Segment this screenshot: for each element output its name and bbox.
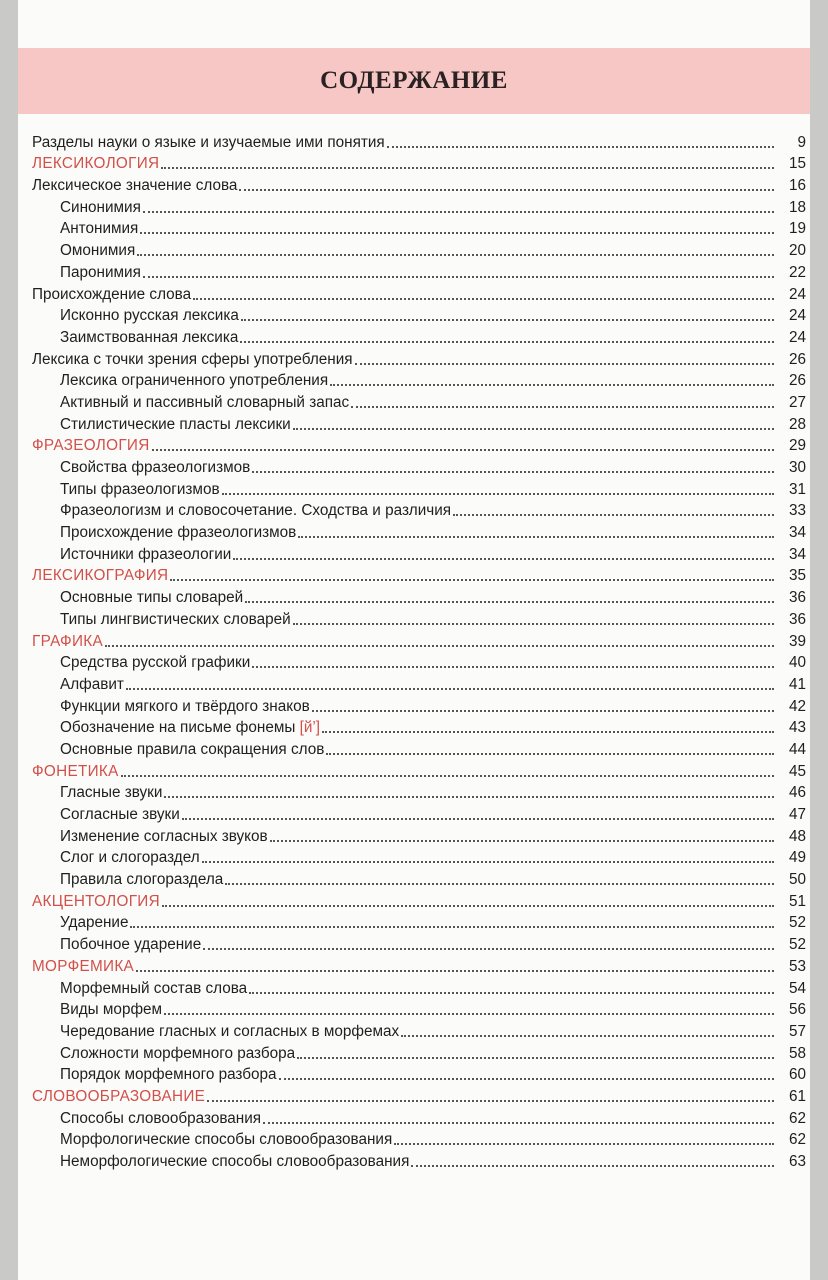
- toc-entry-label: [32, 567, 168, 585]
- dot-leader: [126, 688, 774, 690]
- dot-leader: [453, 514, 774, 516]
- toc-entry-text: Происхождение слова: [32, 285, 192, 303]
- toc-entry-label: [60, 698, 310, 716]
- toc-entry-label: [60, 242, 135, 260]
- toc-entry-text: Способы словообразования: [60, 1109, 262, 1127]
- toc-entry-label: [32, 155, 159, 173]
- toc-entry-text: Изменение согласных звуков: [60, 827, 268, 845]
- dot-leader: [170, 579, 774, 581]
- toc-page-number: 41: [788, 675, 806, 693]
- toc-entry-label: [60, 546, 231, 564]
- toc-entry-text: Виды морфем: [60, 1001, 163, 1019]
- page-title: СОДЕРЖАНИЕ: [320, 67, 508, 94]
- toc-page-number: 45: [788, 762, 806, 780]
- dot-leader: [387, 146, 774, 148]
- toc-entry-text: ЛЕКСИКОЛОГИЯ: [32, 155, 160, 173]
- toc-page-number: 56: [788, 1001, 806, 1019]
- toc-entry-label: [60, 264, 141, 282]
- toc-entry-label: [60, 1023, 399, 1041]
- toc-page-number: 26: [788, 350, 806, 368]
- dot-leader: [270, 840, 774, 842]
- toc-entry-label: [60, 1001, 162, 1019]
- toc-entry-label: [60, 828, 268, 846]
- toc-entry-label: [60, 394, 349, 412]
- toc-page-number: 16: [788, 177, 806, 195]
- toc-entry-text: Обозначение на письме фонемы: [60, 719, 296, 737]
- toc-page-number: 51: [788, 892, 806, 910]
- dot-leader: [193, 298, 774, 300]
- toc-page-number: 61: [788, 1087, 806, 1105]
- toc-entry-label: [32, 351, 353, 369]
- toc-entry-text: Морфемный состав слова: [60, 979, 248, 997]
- dot-leader: [162, 905, 774, 907]
- toc-entry: [18, 1149, 810, 1171]
- toc-entry: [18, 932, 810, 954]
- dot-leader: [252, 666, 774, 668]
- toc-entry: [18, 282, 810, 304]
- toc-page-number: 62: [788, 1109, 806, 1127]
- dot-leader: [322, 731, 774, 733]
- toc-entry: [18, 455, 810, 477]
- toc-entry: [18, 716, 810, 738]
- toc-page-number: 24: [788, 307, 806, 325]
- toc-section-heading: [18, 564, 810, 586]
- toc-entry-label: [60, 220, 138, 238]
- toc-entry-label: [60, 481, 220, 499]
- toc-entry-label: [60, 719, 320, 737]
- dot-leader: [207, 1100, 774, 1102]
- toc-entry: [18, 781, 810, 803]
- toc-entry-text: Исконно русская лексика: [60, 307, 239, 325]
- dot-leader: [240, 341, 774, 343]
- toc-page-number: 19: [788, 220, 806, 238]
- toc-entry: [18, 1128, 810, 1150]
- toc-page-number: 42: [788, 697, 806, 715]
- toc-entry-label: [32, 1088, 205, 1106]
- dot-leader: [355, 363, 774, 365]
- dot-leader: [411, 1165, 774, 1167]
- toc-entry: [18, 412, 810, 434]
- toc-page-number: 39: [788, 632, 806, 650]
- toc-entry-text: Порядок морфемного разбора: [60, 1066, 277, 1084]
- toc-entry-text: Свойства фразеологизмов: [60, 459, 251, 476]
- toc-entry-label: [60, 784, 162, 802]
- toc-entry: [18, 347, 810, 369]
- toc-entry-text: Омонимия: [60, 242, 136, 260]
- toc-entry-text: Правила слогораздела: [60, 871, 224, 889]
- toc-page-number: 24: [788, 285, 806, 303]
- toc-entry-text: Согласные звуки: [60, 806, 180, 823]
- toc-entry-text: Синонимия: [60, 198, 141, 216]
- dot-leader: [121, 775, 774, 777]
- toc-entry-label: [60, 806, 180, 824]
- toc-entry-text: Чередование гласных и согласных в морфемах: [60, 1022, 400, 1040]
- toc-page-number: 54: [788, 979, 806, 997]
- toc-entry-text: Лексика ограниченного употребления: [60, 372, 329, 390]
- toc-page-number: 48: [788, 827, 806, 845]
- dot-leader: [298, 536, 774, 538]
- dot-leader: [202, 861, 774, 863]
- toc-entry-label: [32, 437, 150, 455]
- toc-entry-text: Антонимия: [60, 220, 139, 238]
- dot-leader: [279, 1078, 774, 1080]
- dot-leader: [143, 276, 774, 278]
- toc-entry-text: Побочное ударение: [60, 936, 202, 954]
- toc-entry-label: [60, 871, 223, 889]
- toc-entry: [18, 1063, 810, 1085]
- toc-entry-text: Основные правила сокращения слов: [60, 740, 325, 758]
- dot-leader: [203, 948, 774, 950]
- toc-entry: [18, 1019, 810, 1041]
- toc-entry-text: Фразеологизм и словосочетание. Сходства и различия: [60, 502, 452, 520]
- toc-entry: [18, 130, 810, 152]
- toc-entry: [18, 520, 810, 542]
- toc-entry: [18, 867, 810, 889]
- toc-entry-label: [60, 1045, 295, 1063]
- dot-leader: [241, 319, 774, 321]
- toc-entry-label: [32, 134, 385, 152]
- dot-leader: [164, 1013, 774, 1015]
- dot-leader: [136, 970, 774, 972]
- dot-leader: [182, 818, 774, 820]
- toc-entry-text: Активный и пассивный словарный запас: [60, 393, 350, 411]
- dot-leader: [401, 1035, 774, 1037]
- toc-entry-label: [60, 524, 296, 542]
- toc-section-heading: [18, 434, 810, 456]
- toc-section-heading: [18, 759, 810, 781]
- toc-entry: [18, 260, 810, 282]
- table-of-contents: [18, 130, 810, 1171]
- toc-page-number: 60: [788, 1066, 806, 1084]
- dot-leader: [143, 211, 774, 213]
- toc-entry-text: Ударение: [60, 914, 129, 932]
- toc-entry-label: [32, 893, 160, 911]
- toc-page-number: 62: [788, 1131, 806, 1149]
- toc-page-number: 44: [788, 740, 806, 758]
- toc-page-number: 24: [788, 328, 806, 346]
- toc-entry-label: [32, 286, 191, 304]
- dot-leader: [252, 471, 774, 473]
- toc-entry-label: [60, 307, 239, 325]
- toc-entry-label: [60, 1153, 409, 1171]
- toc-entry-text: Функции мягкого и твёрдого знаков: [60, 697, 310, 715]
- dot-leader: [263, 1122, 774, 1124]
- toc-entry-label: [60, 372, 328, 390]
- dot-leader: [222, 493, 774, 495]
- toc-entry-label: [60, 980, 247, 998]
- toc-entry-label: [60, 1131, 392, 1149]
- dot-leader: [330, 384, 774, 386]
- toc-page-number: 53: [788, 957, 806, 975]
- toc-entry: [18, 802, 810, 824]
- toc-entry: [18, 672, 810, 694]
- dot-leader: [137, 254, 774, 256]
- toc-entry-text: Разделы науки о языке и изучаемые ими понятия: [32, 133, 385, 151]
- toc-entry: [18, 846, 810, 868]
- toc-entry: [18, 195, 810, 217]
- toc-entry-label: [60, 1110, 261, 1128]
- toc-entry-label: [32, 763, 119, 781]
- dot-leader: [164, 796, 774, 798]
- toc-entry: [18, 217, 810, 239]
- toc-entry-label: [60, 459, 250, 477]
- toc-page-number: 40: [788, 654, 806, 672]
- toc-entry: [18, 499, 810, 521]
- toc-page-number: 34: [788, 524, 806, 542]
- toc-entry-label: [60, 1066, 277, 1084]
- toc-entry: [18, 976, 810, 998]
- toc-entry-label: [60, 502, 451, 520]
- toc-entry-text: Стилистические пласты лексики: [60, 415, 291, 433]
- toc-entry-text: Происхождение фразеологизмов: [60, 524, 297, 542]
- toc-entry-text: Морфологические способы словообразования: [60, 1131, 393, 1149]
- toc-page-number: 46: [788, 784, 806, 802]
- toc-entry: [18, 1041, 810, 1063]
- toc-page-number: 58: [788, 1044, 806, 1062]
- toc-entry-label: [60, 416, 291, 434]
- toc-entry-text: ФОНЕТИКА: [32, 762, 119, 780]
- toc-page-number: 26: [788, 372, 806, 390]
- toc-page-number: 30: [788, 459, 806, 476]
- toc-entry: [18, 911, 810, 933]
- dot-leader: [297, 1057, 774, 1059]
- toc-entry: [18, 477, 810, 499]
- toc-page-number: 28: [788, 415, 806, 433]
- toc-entry-label: [60, 654, 250, 672]
- toc-section-heading: [18, 152, 810, 174]
- dot-leader: [105, 645, 774, 647]
- toc-section-heading: [18, 889, 810, 911]
- toc-entry-text: Типы лингвистических словарей: [60, 610, 291, 628]
- toc-entry-label: [60, 199, 141, 217]
- toc-entry: [18, 694, 810, 716]
- dot-leader: [312, 710, 774, 712]
- dot-leader: [239, 189, 774, 191]
- toc-entry-text: Сложности морфемного разбора: [60, 1044, 296, 1062]
- toc-entry-text: МОРФЕМИКА: [32, 957, 135, 975]
- toc-section-heading: [18, 629, 810, 651]
- toc-entry-label: [32, 633, 103, 651]
- toc-entry: [18, 737, 810, 759]
- toc-page-number: 57: [788, 1022, 806, 1040]
- dot-leader: [140, 232, 774, 234]
- toc-entry-text: ЛЕКСИКОГРАФИЯ: [32, 567, 169, 585]
- toc-entry-text: Заимствованная лексика: [60, 328, 239, 346]
- toc-entry-text: СЛОВООБРАЗОВАНИЕ: [32, 1087, 206, 1105]
- toc-entry-label: [32, 177, 237, 195]
- toc-entry: [18, 369, 810, 391]
- toc-entry: [18, 325, 810, 347]
- toc-page-number: 33: [788, 502, 806, 520]
- dot-leader: [293, 623, 774, 625]
- toc-entry-text: Алфавит: [60, 675, 124, 693]
- toc-entry-text: Лексика с точки зрения сферы употребления: [32, 350, 353, 368]
- phoneme-symbol: [й’]: [299, 719, 321, 737]
- toc-page-number: 31: [788, 480, 806, 498]
- toc-entry-text: Средства русской графики: [60, 654, 251, 672]
- dot-leader: [293, 428, 774, 430]
- toc-entry-text: Паронимия: [60, 263, 141, 281]
- toc-entry-text: Слог и слогораздел: [60, 849, 200, 867]
- toc-entry: [18, 173, 810, 195]
- dot-leader: [394, 1143, 774, 1145]
- toc-entry: [18, 824, 810, 846]
- dot-leader: [233, 558, 774, 560]
- toc-entry-label: [60, 849, 200, 867]
- dot-leader: [326, 753, 774, 755]
- toc-entry-text: АКЦЕНТОЛОГИЯ: [32, 892, 160, 910]
- toc-entry-label: [60, 329, 238, 347]
- toc-entry: [18, 998, 810, 1020]
- toc-entry-text: ФРАЗЕОЛОГИЯ: [32, 437, 150, 455]
- dot-leader: [245, 601, 774, 603]
- dot-leader: [249, 992, 774, 994]
- toc-page-number: 20: [788, 242, 806, 260]
- toc-page-number: 35: [788, 567, 806, 585]
- toc-entry-label: [60, 676, 124, 694]
- toc-entry: [18, 238, 810, 260]
- dot-leader: [130, 926, 774, 928]
- toc-entry: [18, 651, 810, 673]
- toc-page-number: 50: [788, 871, 806, 889]
- toc-page-number: 36: [788, 589, 806, 607]
- toc-entry: [18, 304, 810, 326]
- toc-entry-label: [32, 958, 134, 976]
- toc-page-number: 29: [788, 437, 806, 455]
- toc-entry: [18, 1106, 810, 1128]
- toc-entry: [18, 585, 810, 607]
- toc-entry: [18, 390, 810, 412]
- toc-page-number: 34: [788, 545, 806, 563]
- toc-page-number: 63: [788, 1153, 806, 1170]
- book-page: [18, 0, 810, 1280]
- toc-entry-text: Лексическое значение слова: [32, 177, 238, 195]
- toc-page-number: 36: [788, 610, 806, 628]
- toc-page-number: 27: [788, 393, 806, 411]
- toc-entry-label: [60, 936, 201, 954]
- toc-entry-label: [60, 914, 128, 932]
- toc-page-number: 49: [788, 849, 806, 867]
- dot-leader: [161, 167, 774, 169]
- toc-page-number: 22: [788, 263, 806, 281]
- toc-entry-text: ГРАФИКА: [32, 632, 103, 650]
- dot-leader: [351, 406, 774, 408]
- toc-entry-text: Типы фразеологизмов: [60, 480, 220, 498]
- toc-entry: [18, 607, 810, 629]
- toc-section-heading: [18, 954, 810, 976]
- toc-entry-text: Неморфологические способы словообразования: [60, 1153, 410, 1170]
- toc-page-number: 52: [788, 914, 806, 932]
- toc-page-number: 18: [788, 198, 806, 216]
- toc-page-number: 9: [797, 133, 806, 151]
- toc-entry-label: [60, 611, 291, 629]
- toc-entry: [18, 542, 810, 564]
- toc-entry-text: Гласные звуки: [60, 784, 163, 802]
- toc-entry-text: Основные типы словарей: [60, 589, 244, 607]
- toc-page-number: 47: [788, 806, 806, 823]
- dot-leader: [225, 883, 774, 885]
- toc-page-number: 15: [788, 155, 806, 173]
- toc-page-number: 43: [788, 719, 806, 737]
- toc-entry-label: [60, 589, 243, 607]
- toc-entry-text: Источники фразеологии: [60, 545, 232, 563]
- toc-page-number: 52: [788, 936, 806, 954]
- toc-entry-label: [60, 741, 324, 759]
- dot-leader: [152, 449, 774, 451]
- toc-section-heading: [18, 1084, 810, 1106]
